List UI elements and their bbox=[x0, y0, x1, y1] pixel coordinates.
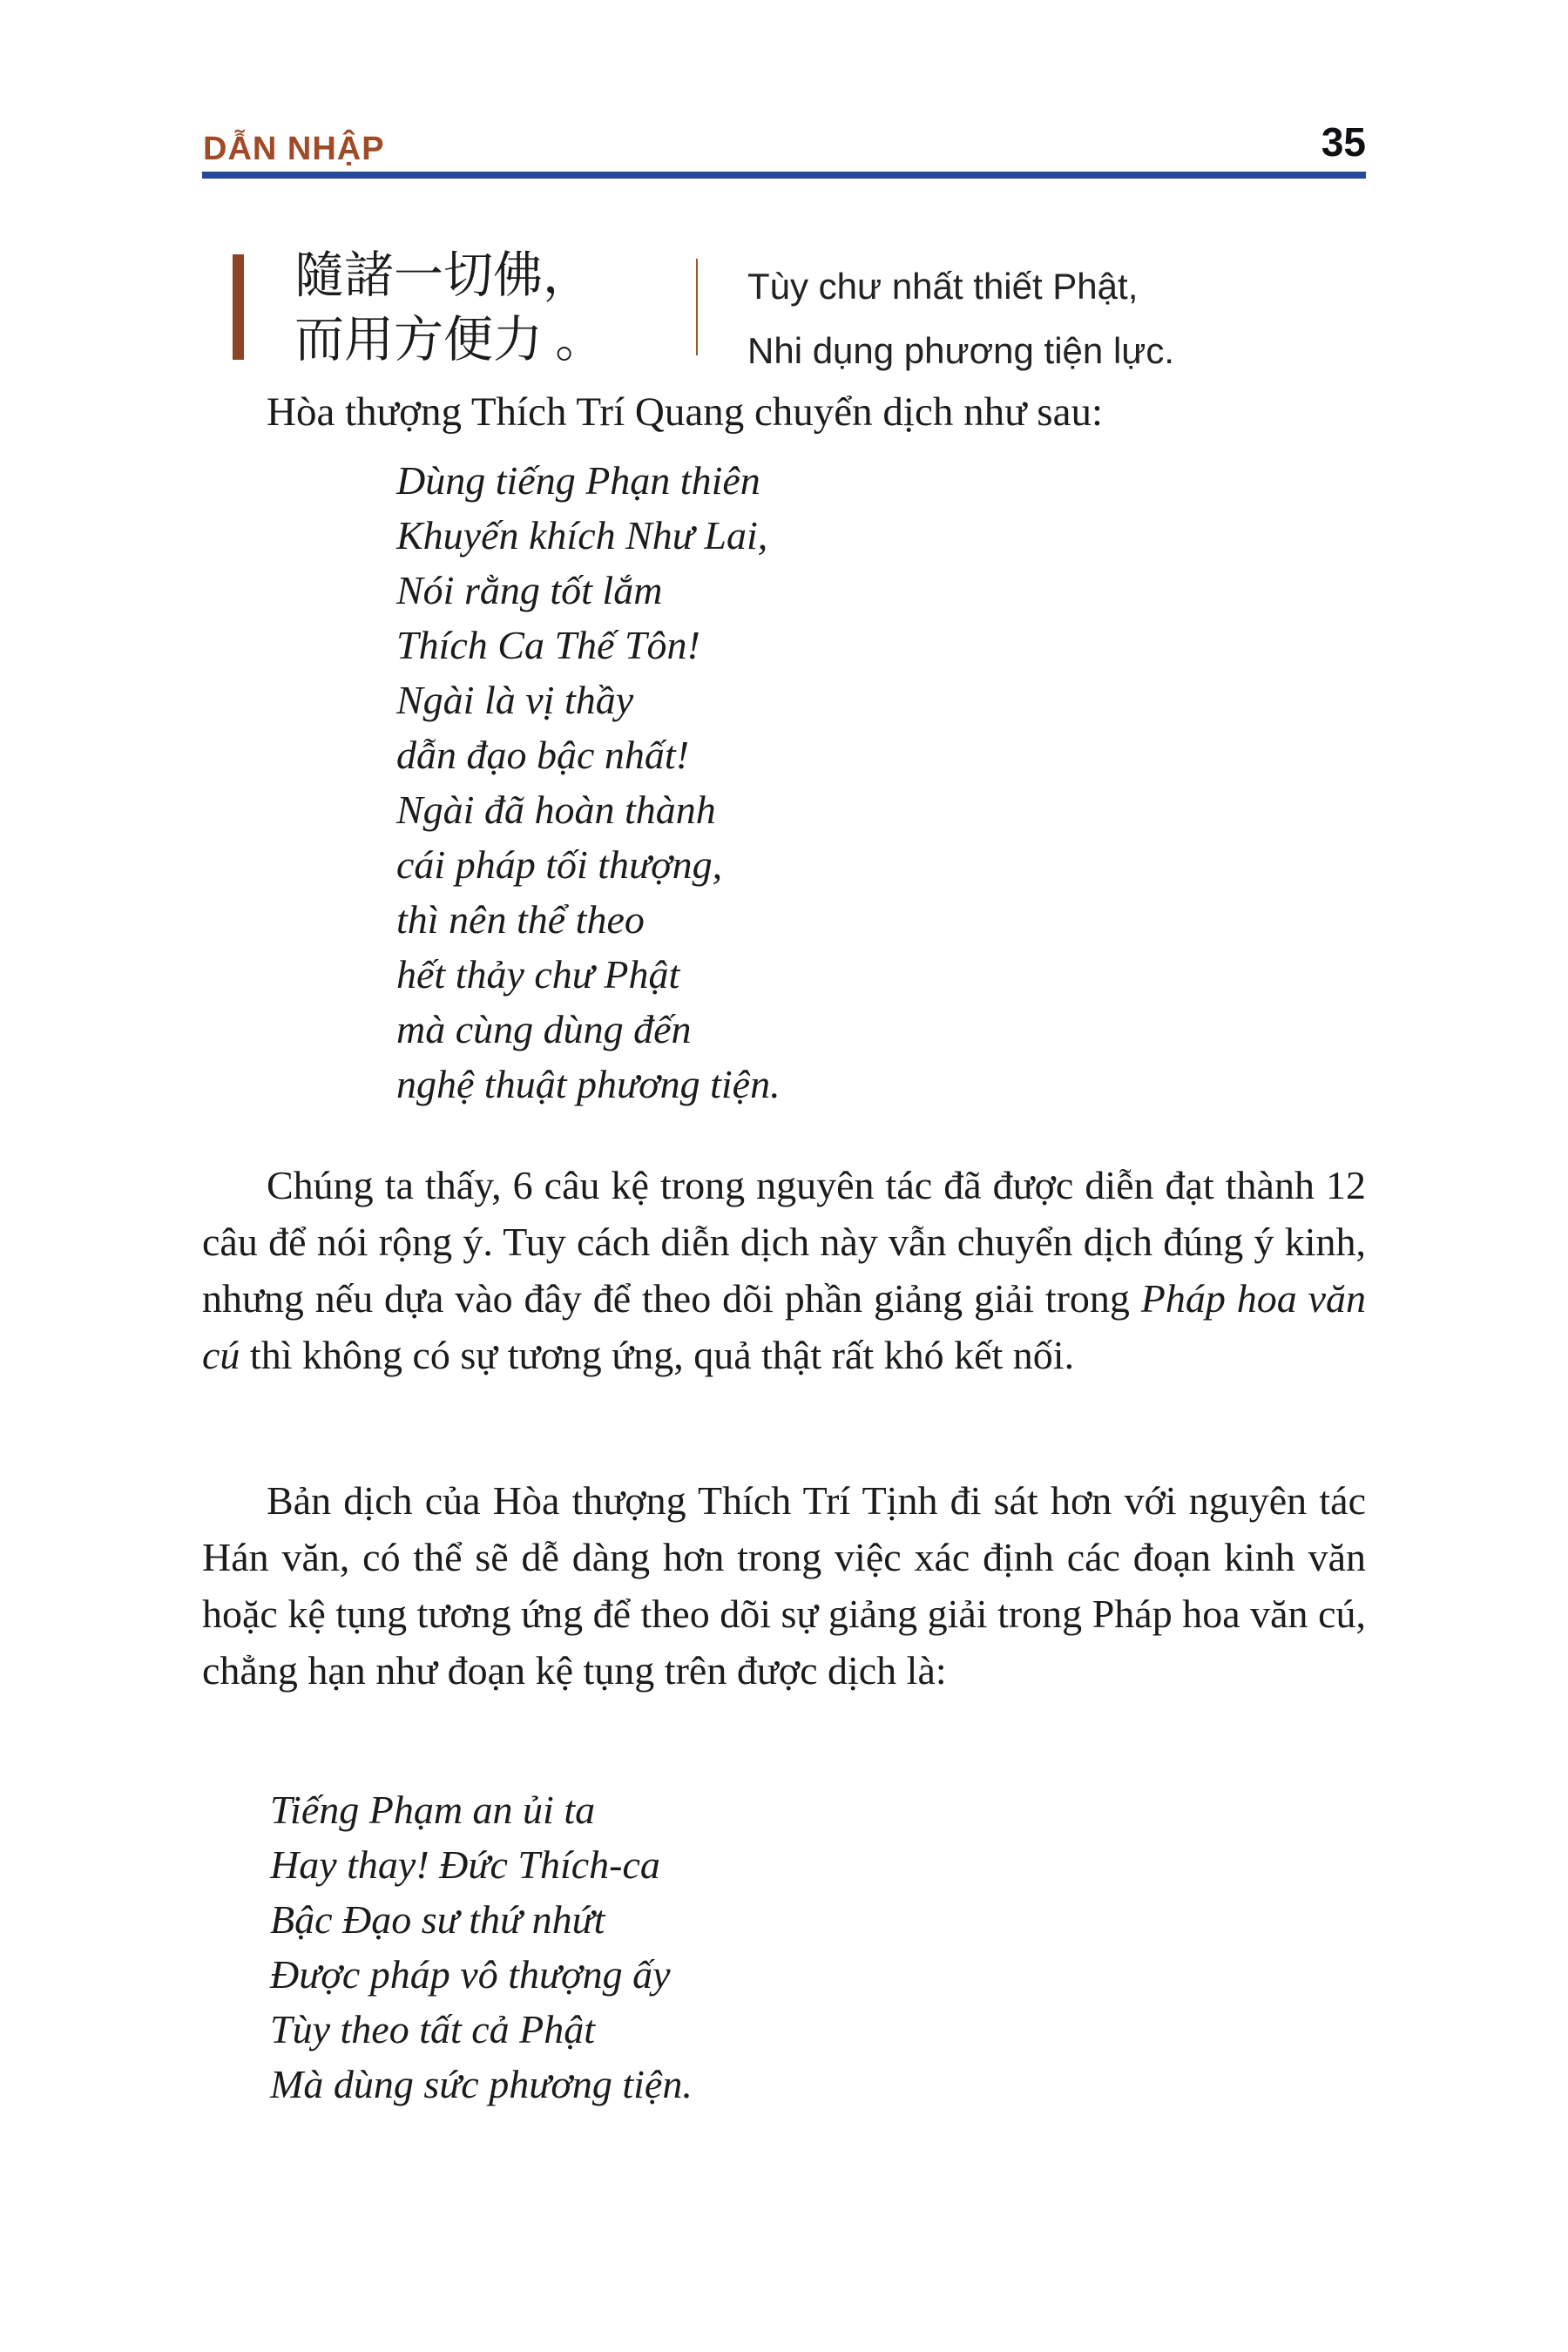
paragraph-text: Chúng ta thấy, 6 câu kệ trong nguyên tác đã được diễn đạt thành 12 câu để nói rộng ý. Tuy cách diễn dịch này vẫn chuyển dịch đúng ý kinh, nhưng nếu dựa vào đây để theo dõi phần giảng giải trong bbox=[202, 1163, 1366, 1321]
verse-line: Được pháp vô thượng ấy bbox=[270, 1952, 671, 1997]
verse-line: dẫn đạo bậc nhất! bbox=[396, 733, 690, 777]
verse-line: nghệ thuật phương tiện. bbox=[396, 1062, 781, 1106]
chinese-verse-quote bbox=[294, 244, 605, 373]
verse-line: Hay thay! Đức Thích-ca bbox=[270, 1842, 660, 1887]
chinese-verse-line: 隨諸一切佛， bbox=[294, 248, 592, 303]
verse-line: Tùy theo tất cả Phật bbox=[270, 2007, 596, 2051]
verse-line: Khuyến khích Như Lai, bbox=[396, 513, 768, 558]
verse-line: Bậc Đạo sư thứ nhứt bbox=[270, 1897, 605, 1942]
sino-viet-line: Nhi dụng phương tiện lực. bbox=[747, 330, 1175, 371]
verse-line: Nói rằng tốt lắm bbox=[396, 568, 663, 612]
quote-divider-line bbox=[696, 259, 698, 355]
verse-line: Ngài là vị thầy bbox=[396, 678, 634, 722]
paragraph-text: thì không có sự tương ứng, quả thật rất khó kết nối. bbox=[240, 1333, 1075, 1377]
verse-line: Thích Ca Thế Tôn! bbox=[396, 623, 700, 667]
running-header-title: DẪN NHẬP bbox=[203, 131, 385, 167]
sino-viet-line: Tùy chư nhất thiết Phật, bbox=[747, 266, 1139, 307]
verse-line: thì nên thể theo bbox=[396, 897, 645, 942]
chinese-verse-line: 而用方便力 。 bbox=[294, 313, 605, 368]
verse-line: Dùng tiếng Phạn thiên bbox=[396, 458, 760, 503]
verse-line: Tiếng Phạm an ủi ta bbox=[270, 1788, 596, 1832]
header-rule bbox=[202, 172, 1366, 179]
verse-line: cái pháp tối thượng, bbox=[396, 842, 723, 887]
verse-translation-tri-tinh bbox=[270, 1782, 693, 2112]
sino-viet-transliteration bbox=[747, 254, 1174, 383]
verse-line: mà cùng dùng đến bbox=[396, 1007, 692, 1051]
commentary-paragraph-2: Bản dịch của Hòa thượng Thích Trí Tịnh đi sát hơn với nguyên tác Hán văn, có thể sẽ dễ dàng hơn trong việc xác định các đoạn kinh văn hoặc kệ tụng tương ứng để theo dõi sự giảng giải trong Pháp hoa văn cú, chẳng hạn như đoạn kệ tụng trên được dịch là: bbox=[202, 1478, 1366, 1693]
verse-translation-tri-quang bbox=[396, 453, 781, 1112]
verse-line: Mà dùng sức phương tiện. bbox=[270, 2062, 693, 2106]
verse-line: Ngài đã hoàn thành bbox=[396, 787, 716, 832]
verse-line: hết thảy chư Phật bbox=[396, 952, 680, 997]
page-number: 35 bbox=[1321, 119, 1366, 165]
intro-sentence: Hòa thượng Thích Trí Quang chuyển dịch như sau: bbox=[267, 389, 1104, 435]
commentary-paragraph-1 bbox=[202, 1157, 1366, 1383]
book-title-italic: Pháp hoa văn cú bbox=[202, 1276, 1366, 1377]
quote-accent-bar bbox=[233, 254, 244, 360]
